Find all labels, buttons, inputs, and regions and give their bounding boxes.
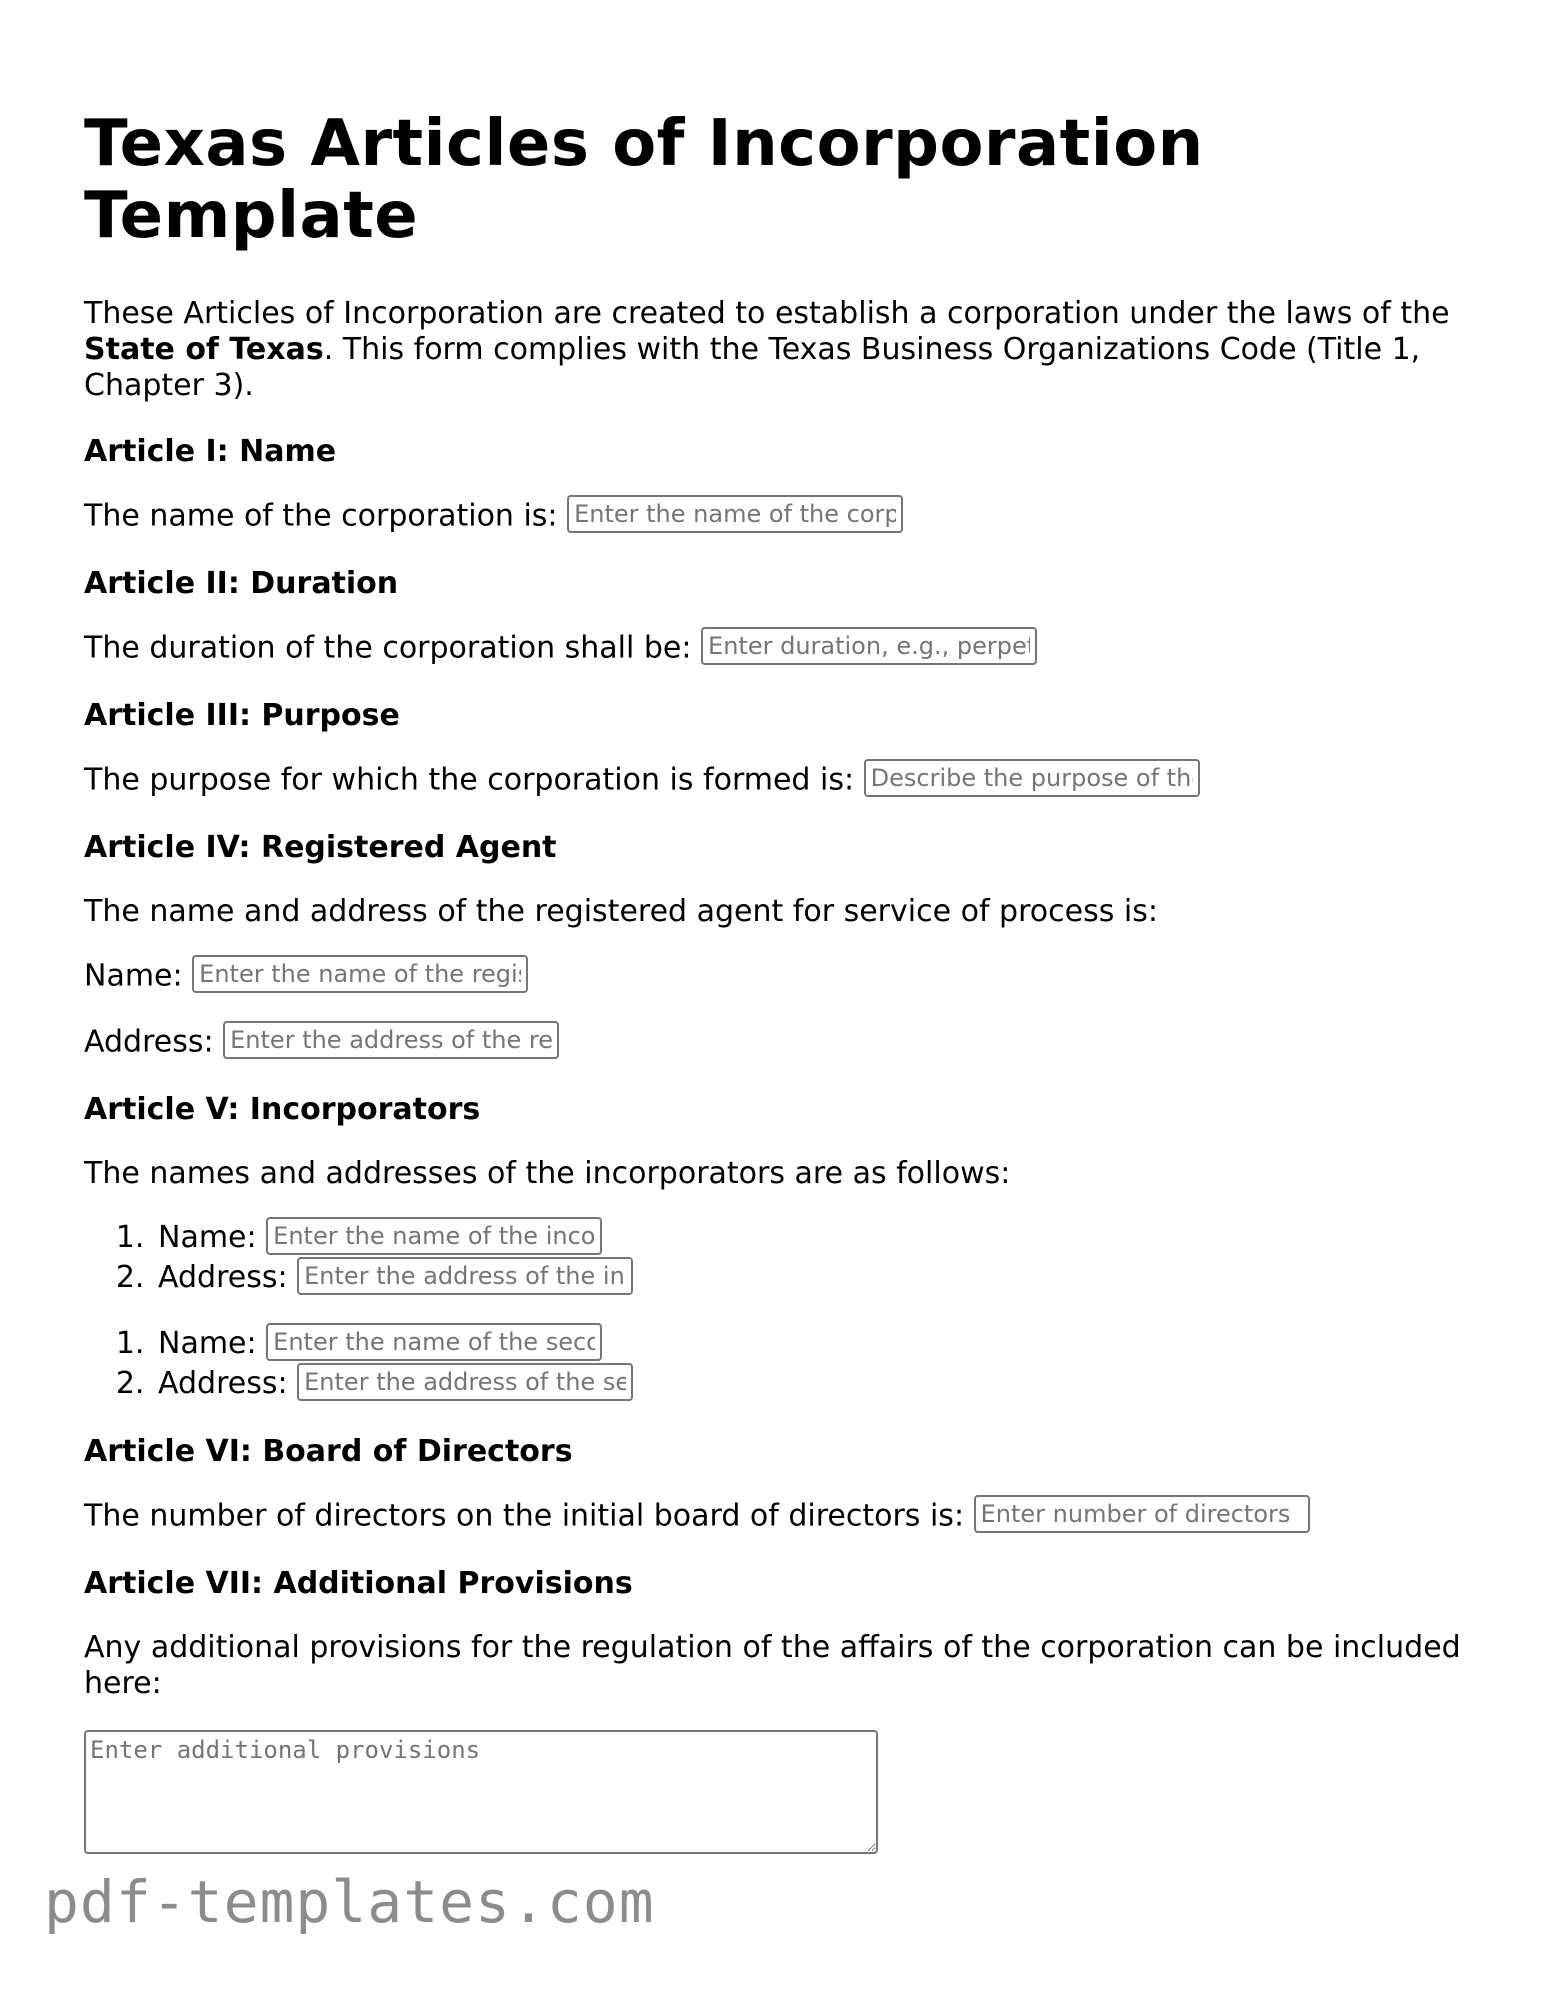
article-3-row [84,762,1464,800]
directors-count-label: The number of directors on the initial board of directors is: [84,1498,965,1534]
incorporator-2-address-label: Address: [158,1366,288,1401]
article-6-row [84,1498,1464,1536]
purpose-label: The purpose for which the corporation is formed is: [84,762,855,798]
intro-text-after: . This form complies with the Texas Business Organizations Code (Title 1, Chapter 3). [84,332,1421,403]
agent-name-input[interactable] [192,955,528,993]
incorporator-1-list [84,1218,1464,1298]
incorporator-2-name-input[interactable] [266,1323,602,1361]
incorporator-2-name-label: Name: [158,1326,257,1361]
agent-address-input[interactable] [223,1021,559,1059]
intro-paragraph [84,296,1464,404]
article-7-heading: Article VII: Additional Provisions [84,1566,633,1601]
incorporator-1-name-item [154,1218,1464,1258]
corporation-name-input[interactable] [567,495,903,533]
intro-state-name: State of Texas [84,332,324,367]
incorporator-1-address-input[interactable] [297,1257,633,1295]
article-1-heading: Article I: Name [84,434,337,469]
incorporator-1-name-label: Name: [158,1220,257,1255]
article-5-heading: Article V: Incorporators [84,1092,481,1127]
page-title: Texas Articles of Incorporation Template [84,107,1204,253]
agent-address-label: Address: [84,1024,214,1060]
additional-provisions-description: Any additional provisions for the regulation of the affairs of the corporation can be included here: [84,1630,1461,1701]
additional-provisions-textarea[interactable] [84,1730,878,1854]
duration-input[interactable] [701,627,1037,665]
watermark: pdf-templates.com [44,1868,655,1936]
agent-name-row [84,958,1464,996]
corporation-name-label: The name of the corporation is: [84,498,558,534]
article-2-heading: Article II: Duration [84,566,399,601]
article-4-heading: Article IV: Registered Agent [84,830,557,865]
incorporator-2-address-input[interactable] [297,1363,633,1401]
incorporator-1-address-item [154,1258,1464,1298]
registered-agent-description: The name and address of the registered agent for service of process is: [84,894,1158,929]
incorporator-2-address-item [154,1364,1464,1404]
article-2-row [84,630,1464,668]
directors-count-input[interactable] [974,1495,1310,1533]
article-6-heading: Article VI: Board of Directors [84,1434,573,1469]
incorporators-description: The names and addresses of the incorporators are as follows: [84,1156,1011,1191]
article-1-row [84,498,1464,536]
agent-name-label: Name: [84,958,183,994]
agent-address-row [84,1024,1464,1062]
incorporator-1-name-input[interactable] [266,1217,602,1255]
document [84,0,1464,1854]
article-3-heading: Article III: Purpose [84,698,400,733]
incorporator-2-name-item [154,1324,1464,1364]
purpose-input[interactable] [864,759,1200,797]
incorporator-1-address-label: Address: [158,1260,288,1295]
intro-text-before: These Articles of Incorporation are created to establish a corporation under the laws of the [84,296,1450,331]
incorporator-2-list [84,1324,1464,1404]
duration-label: The duration of the corporation shall be: [84,630,692,666]
